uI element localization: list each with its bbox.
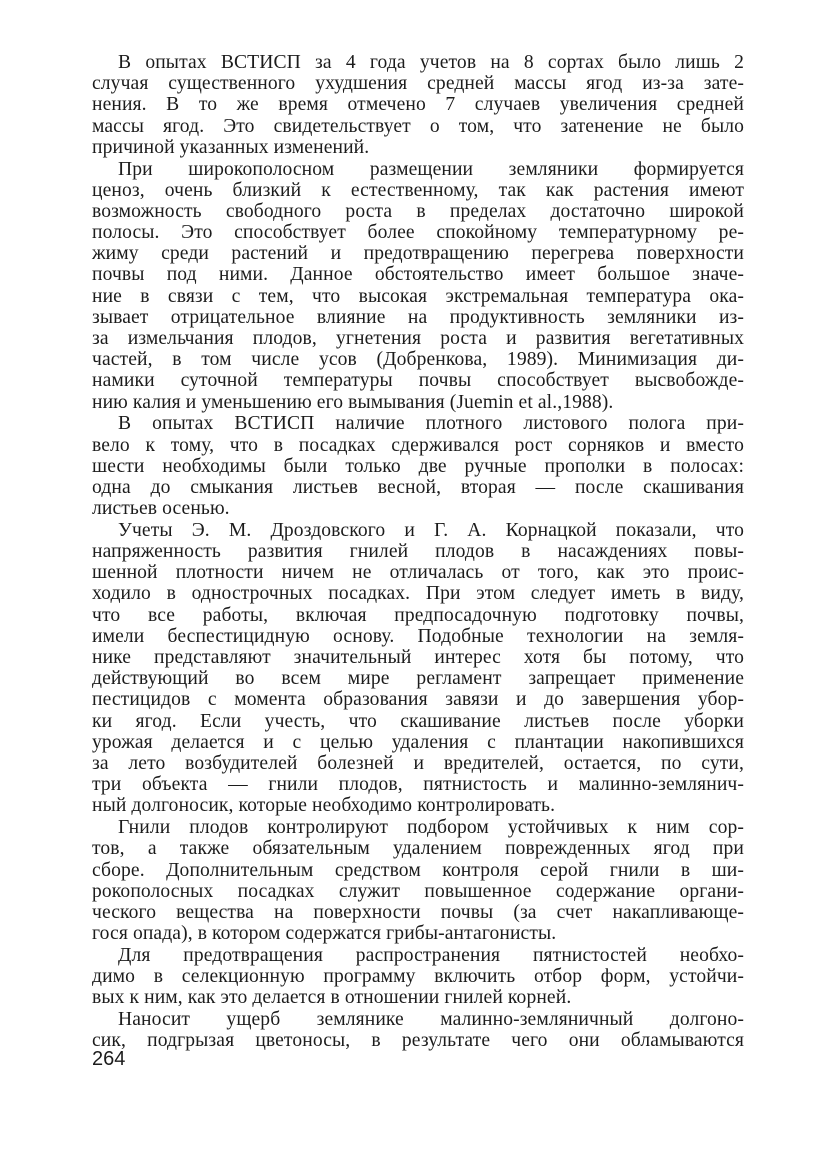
text-line: ние в связи с тем, что высокая экстремальная температура ока- bbox=[92, 285, 744, 307]
text-line: тов, а также обязательным удалением поврежденных ягод при bbox=[92, 838, 744, 860]
text-line: В опытах ВСТИСП наличие плотного листового полога при- bbox=[118, 413, 744, 435]
text-line: рокополосных посадках служит повышенное содержание органи- bbox=[92, 880, 744, 902]
paragraph bbox=[92, 413, 744, 519]
text-line: ки ягод. Если учесть, что скашивание листьев после уборки bbox=[92, 710, 744, 732]
text-line: нию калия и уменьшению его вымывания (Juemin et al.,1988). bbox=[92, 391, 614, 413]
text-line: причиной указанных изменений. bbox=[92, 136, 370, 158]
text-line: намики суточной температуры почвы способствует высвобожде- bbox=[92, 370, 744, 392]
paragraph bbox=[92, 817, 744, 944]
text-line: шенной плотности ничем не отличалась от того, как это проис- bbox=[92, 562, 744, 584]
text-line: вело к тому, что в посадках сдерживался рост сорняков и вместо bbox=[92, 434, 744, 456]
text-line: Для предотвращения распространения пятнистостей необхо- bbox=[118, 944, 744, 966]
text-line: В опытах ВСТИСП за 4 года учетов на 8 сортах было лишь 2 bbox=[118, 52, 744, 73]
text-line: сборе. Дополнительным средством контроля серой гнили в ши- bbox=[92, 859, 744, 881]
text-line: вых к ним, как это делается в отношении гнилей корней. bbox=[92, 987, 572, 1009]
paragraph bbox=[92, 159, 744, 413]
page-number: 264 bbox=[92, 1048, 126, 1070]
text-line: частей, в том числе усов (Добренкова, 1989). Минимизация ди- bbox=[92, 349, 744, 371]
text-line: сик, подгрызая цветоносы, в результате чего они обламываются bbox=[92, 1030, 744, 1052]
paragraph bbox=[92, 1009, 744, 1051]
text-line: урожая делается и с целью удаления с плантации накопившихся bbox=[92, 731, 744, 753]
paragraph bbox=[92, 52, 744, 158]
page-body bbox=[92, 52, 744, 1052]
paragraph bbox=[92, 520, 744, 817]
text-line: Учеты Э. М. Дроздовского и Г. А. Корнацкой показали, что bbox=[118, 519, 744, 541]
text-line: возможность свободного роста в пределах достаточно широкой bbox=[92, 200, 744, 222]
text-line: При широкополосном размещении земляники формируется bbox=[118, 158, 744, 180]
text-line: полосы. Это способствует более спокойному температурному ре- bbox=[92, 222, 744, 244]
text-line: димо в селекционную программу включить отбор форм, устойчи- bbox=[92, 966, 744, 988]
text-line: за измельчания плодов, угнетения роста и развития вегетативных bbox=[92, 328, 744, 350]
text-line: ный долгоносик, которые необходимо контролировать. bbox=[92, 795, 556, 817]
text-line: шести необходимы были только две ручные прополки в полосах: bbox=[92, 455, 744, 477]
text-line: нения. В то же время отмечено 7 случаев увеличения средней bbox=[92, 94, 744, 116]
text-line: гося опада), в котором содержатся грибы-антагонисты. bbox=[92, 923, 557, 945]
text-line: почвы под ними. Данное обстоятельство имеет большое значе- bbox=[92, 264, 744, 286]
text-line: листьев осенью. bbox=[92, 498, 230, 520]
text-line: имели беспестицидную основу. Подобные технологии на земля- bbox=[92, 625, 744, 647]
text-line: за лето возбудителей болезней и вредителей, остается, по сути, bbox=[92, 752, 744, 774]
text-line: массы ягод. Это свидетельствует о том, что затенение не было bbox=[92, 115, 744, 137]
text-line: напряженность развития гнилей плодов в насаждениях повы- bbox=[92, 541, 744, 563]
text-line: три объекта — гнили плодов, пятнистость и малинно-землянич- bbox=[92, 774, 744, 796]
text-line: зывает отрицательное влияние на продуктивность земляники из- bbox=[92, 306, 744, 328]
text-line: действующий во всем мире регламент запрещает применение bbox=[92, 668, 744, 690]
text-line: Гнили плодов контролируют подбором устойчивых к ним сор- bbox=[118, 817, 744, 839]
text-line: одна до смыкания листьев весной, вторая — после скашивания bbox=[92, 476, 744, 498]
text-line: Наносит ущерб землянике малинно-земляничный долгоно- bbox=[118, 1009, 744, 1030]
text-line: случая существенного ухудшения средней массы ягод из-за зате- bbox=[92, 73, 744, 95]
text-line: ходило в однострочных посадках. При этом следует иметь в виду, bbox=[92, 583, 744, 605]
text-line: нике представляют значительный интерес хотя бы потому, что bbox=[92, 647, 744, 669]
text-line: что все работы, включая предпосадочную подготовку почвы, bbox=[92, 604, 744, 626]
paragraph bbox=[92, 945, 744, 1009]
text-line: ческого вещества на поверхности почвы (за счет накапливающе- bbox=[92, 901, 744, 923]
text-line: пестицидов с момента образования завязи и до завершения убор- bbox=[92, 689, 744, 711]
text-line: ценоз, очень близкий к естественному, так как растения имеют bbox=[92, 179, 744, 201]
text-line: жиму среди растений и предотвращению перегрева поверхности bbox=[92, 243, 744, 265]
